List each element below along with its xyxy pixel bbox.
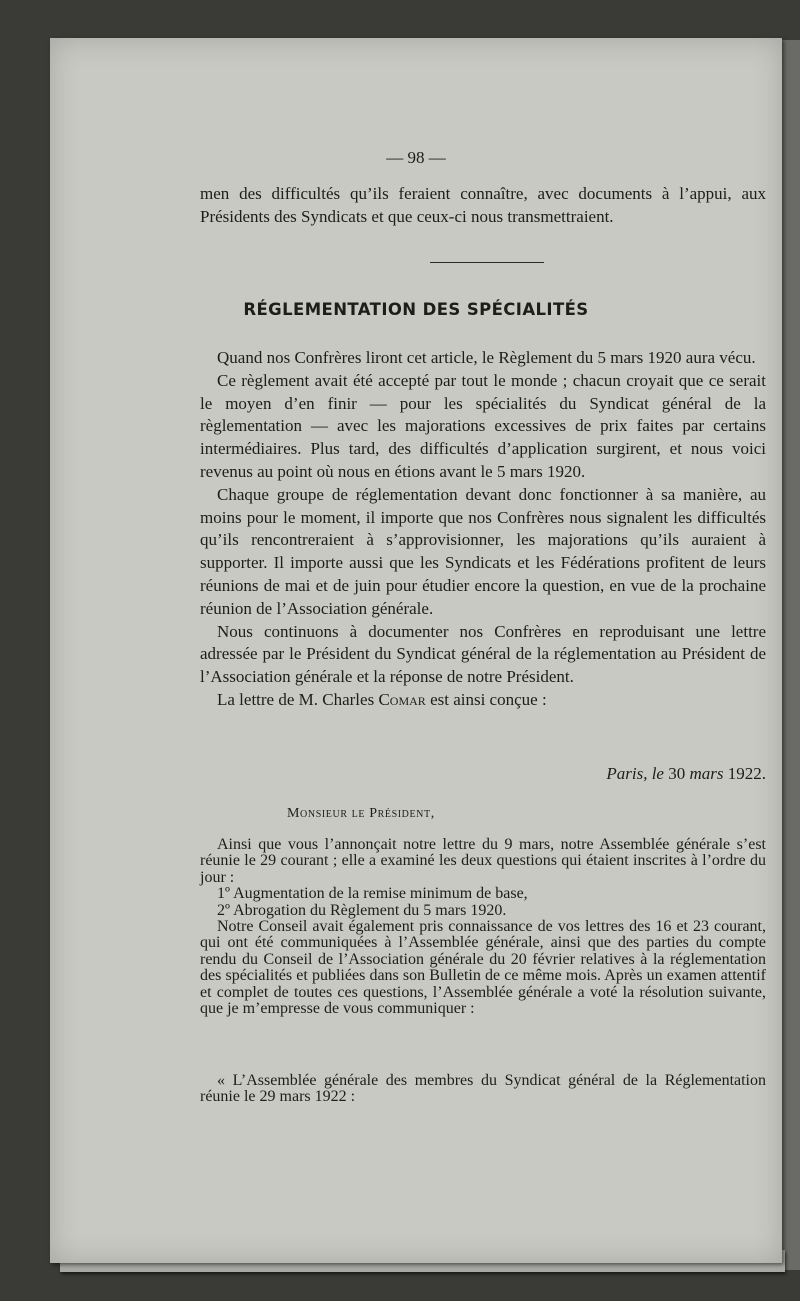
section-title: RÉGLEMENTATION DES SPÉCIALITÉS xyxy=(243,300,589,319)
letter-intro-after: est ainsi conçue : xyxy=(425,689,547,709)
paragraph-3: Chaque groupe de réglementation devant donc fonctionner à sa manière, au moins pour le moment, il importe que nos Confrères nous signalent les difficultés qu’ils rencontreraient à s’approvisionner, les majorations qu’ils auraient à supporter. Il importe aussi que les Syndicats et les Fédérations profitent de leurs réunions de mai et de juin pour étudier encore la question, en vue de la prochaine réunion de l’Association générale. xyxy=(200,484,766,618)
dateline-day: 30 xyxy=(663,764,690,783)
letter-intro-before: La lettre de M. Charles xyxy=(217,689,379,709)
dateline-year: 1922. xyxy=(723,764,766,783)
dateline-place: Paris xyxy=(606,764,644,783)
paragraph-2: Ce règlement avait été accepté par tout le monde ; chacun croyait que ce serait le moyen d’en finir — pour les spécialités du Syndicat général de la règlementation — avec les majorations excessives de prix faites par certains intermédiaires. Plus tard, des difficultés d’application surgirent, et nous voici revenus au point où nous en étions avant le 5 mars 1920. xyxy=(200,370,766,481)
letter-paragraph-2: Notre Conseil avait également pris connaissance de vos lettres des 16 et 23 courant, qui ont été communiquées à l’Assemblée générale, ainsi que des parties du compte rendu du Conseil de l’Association générale du 20 février relatives à la réglementation des spécialités et publiées dans son Bulletin de ce même mois. Après un examen attentif et complet de toutes ces questions, l’Assemblée générale a voté la résolution suivante, que je m’empresse de vous communiquer : xyxy=(200,918,766,1018)
section-divider xyxy=(430,262,544,263)
author-name: Comar xyxy=(378,689,426,709)
letter-body xyxy=(200,837,766,1017)
background-page-edge xyxy=(782,40,800,1270)
letter-item-2: 2º Abrogation du Règlement du 5 mars 1920. xyxy=(217,901,507,919)
dateline-le: , le xyxy=(643,764,664,783)
article-body xyxy=(200,347,766,712)
intro-text: men des difficultés qu’ils feraient connaître, avec documents à l’appui, aux Présidents des Syndicats et que ceux-ci nous transmettraient. xyxy=(200,184,766,226)
letter-intro xyxy=(200,689,766,712)
letter-dateline xyxy=(200,764,766,784)
page xyxy=(50,38,782,1263)
letter-paragraph-1: Ainsi que vous l’annonçait notre lettre du 9 mars, notre Assemblée générale s’est réunie le 29 courant ; elle a examiné les deux questions qui étaient inscrites à l’ordre du jour : xyxy=(200,836,766,886)
letter-item-1: 1º Augmentation de la remise minimum de base, xyxy=(217,885,528,903)
dateline-month: mars xyxy=(689,764,724,783)
paragraph-1: Quand nos Confrères liront cet article, le Règlement du 5 mars 1920 aura vécu. xyxy=(217,348,756,367)
intro-paragraph xyxy=(200,183,766,229)
resolution-block xyxy=(200,1073,766,1106)
letter-salutation: Monsieur le Président, xyxy=(287,806,435,821)
paragraph-4: Nous continuons à documenter nos Confrères en reproduisant une lettre adressée par le Président du Syndicat général de la réglementation au Président de l’Association générale et la réponse de notre Président. xyxy=(200,621,766,687)
resolution-text: « L’Assemblée générale des membres du Syndicat général de la Réglementation réunie le 29 mars 1922 : xyxy=(200,1072,766,1106)
page-number: — 98 — xyxy=(386,148,446,167)
